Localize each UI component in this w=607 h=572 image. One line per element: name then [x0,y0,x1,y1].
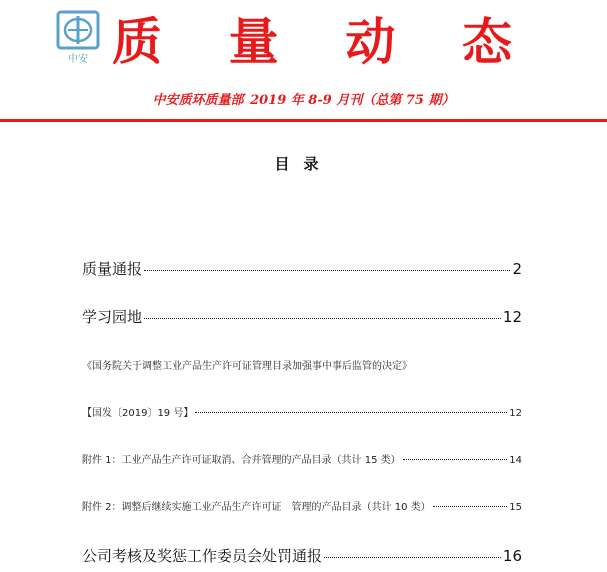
department: 中安质环质量部 [152,93,244,108]
toc-entry-page: 2 [512,260,522,278]
leader-dots [403,459,508,460]
issue-info: 2019 年 8-9 月刊（总第 75 期） [250,93,455,108]
leader-dots [433,506,508,507]
toc-entry-label: 学习园地 [82,308,143,326]
toc-entry-page: 16 [502,547,522,565]
toc-entry[interactable] [82,404,522,419]
toc-entry[interactable] [82,498,522,513]
toc-entry[interactable] [82,545,522,566]
title-char: 量 [228,12,279,71]
leader-dots [144,318,501,319]
toc-entry-label: 【国发〔2019〕19 号】 [82,408,194,419]
title-char: 动 [345,12,396,71]
toc-entry-label: 附件 2：调整后继续实施工业产品生产许可证 管理的产品目录（共计 10 类） [82,502,431,513]
toc-title: 目录 [274,155,333,173]
toc-entry-label: 质量通报 [82,260,143,278]
toc-entry-page: 14 [509,455,522,466]
toc-entry-page: 12 [502,308,522,326]
toc-entry-label: 公司考核及奖惩工作委员会处罚通报 [82,547,323,565]
company-logo [56,10,104,64]
issue-line [0,89,607,108]
toc-entry-text: 《国务院关于调整工业产品生产许可证管理目录加强事中事后监管的决定》 [82,361,412,372]
toc-entry-label: 附件 1：工业产品生产许可证取消、合并管理的产品目录（共计 15 类） [82,455,401,466]
toc-entry-page: 15 [509,502,522,513]
leader-dots [324,557,501,558]
masthead-title [112,4,512,72]
logo-text: 中安 [68,54,88,64]
header-divider [0,119,607,122]
toc-entry[interactable] [82,306,522,327]
toc-entry[interactable] [82,451,522,466]
toc-entry[interactable] [82,258,522,279]
leader-dots [195,412,507,413]
title-char: 质 [112,12,162,71]
leader-dots [144,270,510,271]
toc-entry-page: 12 [509,408,522,419]
title-char: 态 [461,12,512,71]
